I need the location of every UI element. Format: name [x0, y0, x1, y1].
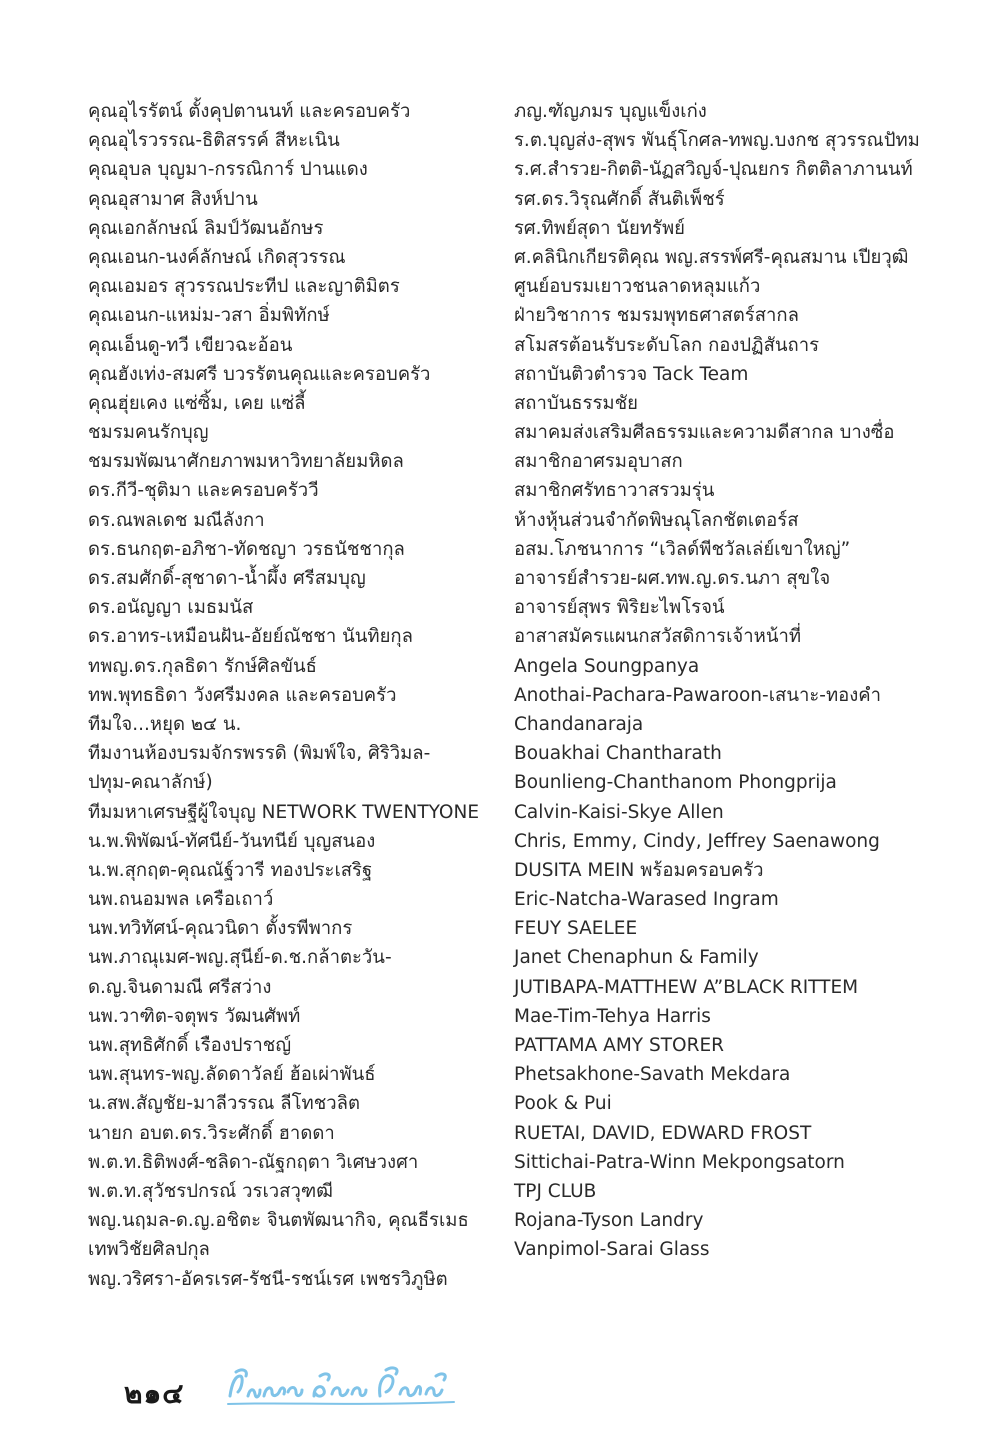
- right-donor-list-item: ร.ต.บุญส่ง-สุพร พันธุ์โกศล-ทพญ.บงกช สุวรรณปัทม: [514, 130, 920, 152]
- right-donor-list-item: Eric-Natcha-Warased Ingram: [514, 889, 779, 911]
- left-donor-list-item: คุณฮังเท่ง-สมศรี บวรรัตนคุณและครอบครัว: [88, 363, 431, 385]
- left-donor-list-item: นพ.ทวิทัศน์-คุณวนิดา ตั้งรพีพากร: [88, 918, 353, 940]
- left-donor-list-item: คุณอุไรวรรณ-ธิติสรรค์ สีหะเนิน: [88, 130, 340, 152]
- right-donor-list-item: อสม.โภชนาการ “เวิลด์พีชวัลเล่ย์เขาใหญ่”: [514, 538, 851, 560]
- right-donor-list-item: FEUY SAELEE: [514, 918, 638, 940]
- right-donor-list-item: ภญ.ฑัญภมร บุญแข็งเก่ง: [514, 101, 707, 122]
- right-donor-list-item: อาจารย์สำรวย-ผศ.ทพ.ญ.ดร.นภา สุขใจ: [514, 568, 831, 589]
- left-donor-list-item: ดร.ธนกฤต-อภิชา-ทัดชญา วรธนัชชากุล: [88, 538, 405, 560]
- left-donor-list-item: ทีมมหาเศรษฐีผู้ใจบุญ NETWORK TWENTYONE: [88, 801, 480, 823]
- left-donor-list-item: ดร.อนัญญา เมธมนัส: [88, 597, 254, 619]
- right-donor-list-item: สมาชิกอาศรมอุบาสก: [514, 451, 683, 473]
- left-donor-list-item: คุณเอกลักษณ์ ลิมป์วัฒนอักษร: [88, 217, 324, 239]
- left-donor-list-item: ดร.กีวี-ชุติมา และครอบครัววี: [88, 480, 319, 502]
- donor-list-left-column: [88, 97, 493, 1294]
- right-donor-list-item: สถาบันธรรมชัย: [514, 392, 639, 414]
- right-donor-list-item: อาสาสมัครแผนกสวัสดิการเจ้าหน้าที่: [514, 626, 802, 648]
- left-donor-list-item: พญ.วริศรา-อัครเรศ-รัชนี-รชน์เรศ เพชรวิภูษิต: [88, 1268, 448, 1290]
- left-donor-list-item: ชมรมพัฒนาศักยภาพมหาวิทยาลัยมหิดล: [88, 451, 404, 473]
- left-donor-list-item: ปทุม-คณาลักษ์): [88, 772, 213, 794]
- left-donor-list-item: ทพญ.ดร.กุลธิดา รักษ์ศิลขันธ์: [88, 655, 317, 677]
- right-donor-list-item: Sittichai-Patra-Winn Mekpongsatorn: [514, 1151, 845, 1173]
- left-donor-list-item: คุณอุบล บุญมา-กรรณิการ์ ปานแดง: [88, 159, 368, 181]
- right-donor-list-item: Janet Chenaphun & Family: [514, 947, 759, 969]
- right-donor-list-item: รศ.ดร.วิรุณศักดิ์ สันติเพ็ชร์: [514, 188, 725, 210]
- left-donor-list-item: ชมรมคนรักบุญ: [88, 422, 209, 444]
- right-donor-list-item: Calvin-Kaisi-Skye Allen: [514, 801, 724, 823]
- left-donor-list-item: คุณเอนก-แหม่ม-วสา อิ่มพิทักษ์: [88, 305, 330, 327]
- right-donor-list-item: Phetsakhone-Savath Mekdara: [514, 1064, 791, 1086]
- left-donor-list-item: นพ.สุทธิศักดิ์ เรืองปราชญ์: [88, 1035, 292, 1056]
- left-donor-list-item: เทพวิชัยศิลปกุล: [88, 1239, 210, 1261]
- right-donor-list-item: รศ.ทิพย์สุดา นัยทรัพย์: [514, 217, 686, 239]
- right-donor-list-item: Mae-Tim-Tehya Harris: [514, 1005, 711, 1027]
- right-donor-list-item: PATTAMA AMY STORER: [514, 1035, 724, 1056]
- right-donor-list-item: สมาชิกศรัทธาวาสรวมรุ่น: [514, 480, 715, 502]
- right-donor-list-item: สถาบันติวตำรวจ Tack Team: [514, 363, 749, 385]
- left-donor-list-item: คุณเอ็นดู-ทวี เขียวฉะอ้อน: [88, 334, 293, 356]
- right-donor-list-item: JUTIBAPA-MATTHEW A”BLACK RITTEM: [514, 976, 859, 998]
- right-donor-list-item: Bounlieng-Chanthanom Phongprija: [514, 772, 837, 794]
- right-donor-list-item: Anothai-Pachara-Pawaroon-เสนาะ-ทองคำ: [514, 684, 882, 706]
- right-donor-list-item: Chris, Emmy, Cindy, Jeffrey Saenawong: [514, 830, 880, 852]
- left-donor-list-item: ทีมงานห้องบรมจักรพรรดิ (พิมพ์ใจ, ศิริวิมล-: [88, 743, 431, 765]
- left-donor-list-item: คุณอุไรรัตน์ ตั้งคุปตานนท์ และครอบครัว: [88, 101, 411, 122]
- left-donor-list-item: ดร.สมศักดิ์-สุชาดา-น้ำผึ้ง ศรีสมบุญ: [88, 568, 366, 589]
- right-donor-list-item: ห้างหุ้นส่วนจำกัดพิษณุโลกชัตเตอร์ส: [514, 509, 799, 531]
- donor-list-right-column: [514, 97, 954, 1265]
- left-donor-list-item: ทพ.พุทธธิดา วังศรีมงคล และครอบครัว: [88, 684, 397, 706]
- left-donor-list-item: นพ.ถนอมพล เครือเถาว์: [88, 889, 274, 911]
- right-donor-list-item: RUETAI, DAVID, EDWARD FROST: [514, 1122, 812, 1144]
- right-donor-list-item: TPJ CLUB: [514, 1180, 597, 1202]
- left-donor-list-item: นพ.วาฑิต-จตุพร วัฒนศัพท์: [88, 1005, 301, 1027]
- left-donor-list-item: พ.ต.ท.ธิติพงศ์-ชลิดา-ณัฐกฤตา วิเศษวงศา: [88, 1151, 419, 1173]
- left-donor-list-item: คุณเอมอร สุวรรณประทีป และญาติมิตร: [88, 276, 400, 298]
- left-donor-list-item: น.พ.สุกฤต-คุณณัฐ์วารี ทองประเสริฐ: [88, 859, 373, 881]
- left-donor-list-item: ด.ญ.จินดามณี ศรีสว่าง: [88, 976, 272, 998]
- left-donor-list-item: น.พ.พิพัฒน์-ทัศนีย์-วันทนีย์ บุญสนอง: [88, 830, 376, 852]
- left-donor-list-item: ดร.อาทร-เหมือนฝัน-อัยย์ณัชชา นันทิยกุล: [88, 626, 413, 648]
- handwritten-logo: [222, 1362, 462, 1414]
- script-logo-icon: [222, 1362, 462, 1410]
- left-donor-list-item: คุณฮุ่ยเคง แซ่ซิ้ม, เคย แซ่ลี้: [88, 392, 306, 414]
- left-donor-list-item: ทีมใจ...หยุด ๒๔ น.: [88, 713, 242, 735]
- left-donor-list-item: ดร.ณพลเดช มณีลังกา: [88, 509, 265, 531]
- left-donor-list-item: น.สพ.สัญชัย-มาลีวรรณ ลีโทชวลิต: [88, 1093, 361, 1115]
- right-donor-list-item: สมาคมส่งเสริมศีลธรรมและความดีสากล บางซื่อ: [514, 422, 895, 444]
- right-donor-list-item: ร.ศ.สำรวย-กิตติ-นัฏสวิญจ์-ปุณยกร กิตติลาภานนท์: [514, 159, 913, 181]
- right-donor-list-item: Chandanaraja: [514, 713, 644, 735]
- page-number: ๒๑๔: [124, 1377, 185, 1410]
- right-donor-list-item: อาจารย์สุพร พิริยะไพโรจน์: [514, 597, 725, 619]
- right-donor-list-item: Pook & Pui: [514, 1093, 612, 1115]
- right-donor-list-item: Rojana-Tyson Landry: [514, 1210, 704, 1232]
- left-donor-list-item: คุณอุสามาศ สิงห์ปาน: [88, 188, 258, 210]
- left-donor-list-item: นพ.ภาณุเมศ-พญ.สุนีย์-ด.ช.กล้าตะวัน-: [88, 947, 392, 969]
- left-donor-list-item: พ.ต.ท.สุวัชรปกรณ์ วรเวสวุฑฒี: [88, 1180, 333, 1202]
- left-donor-list-item: พญ.นฤมล-ด.ญ.อชิตะ จินตพัฒนากิจ, คุณธีรเมธ: [88, 1210, 469, 1232]
- right-donor-list-item: Bouakhai Chantharath: [514, 743, 722, 765]
- left-donor-list-item: นพ.สุนทร-พญ.ลัดดาวัลย์ ฮ้อเผ่าพันธ์: [88, 1064, 376, 1086]
- left-donor-list-item: นายก อบต.ดร.วิระศักดิ์ ฮาดดา: [88, 1122, 335, 1144]
- right-donor-list-item: ศูนย์อบรมเยาวชนลาดหลุมแก้ว: [514, 276, 761, 298]
- right-donor-list-item: Vanpimol-Sarai Glass: [514, 1239, 710, 1261]
- right-donor-list-item: ฝ่ายวิชาการ ชมรมพุทธศาสตร์สากล: [514, 305, 799, 327]
- right-donor-list-item: สโมสรต้อนรับระดับโลก กองปฏิสันถาร: [514, 334, 820, 356]
- left-donor-list-item: คุณเอนก-นงค์ลักษณ์ เกิดสุวรรณ: [88, 246, 346, 268]
- right-donor-list-item: Angela Soungpanya: [514, 655, 700, 677]
- right-donor-list-item: DUSITA MEIN พร้อมครอบครัว: [514, 859, 764, 881]
- right-donor-list-item: ศ.คลินิกเกียรติคุณ พญ.สรรพ์ศรี-คุณสมาน เปียวุฒิ: [514, 246, 909, 268]
